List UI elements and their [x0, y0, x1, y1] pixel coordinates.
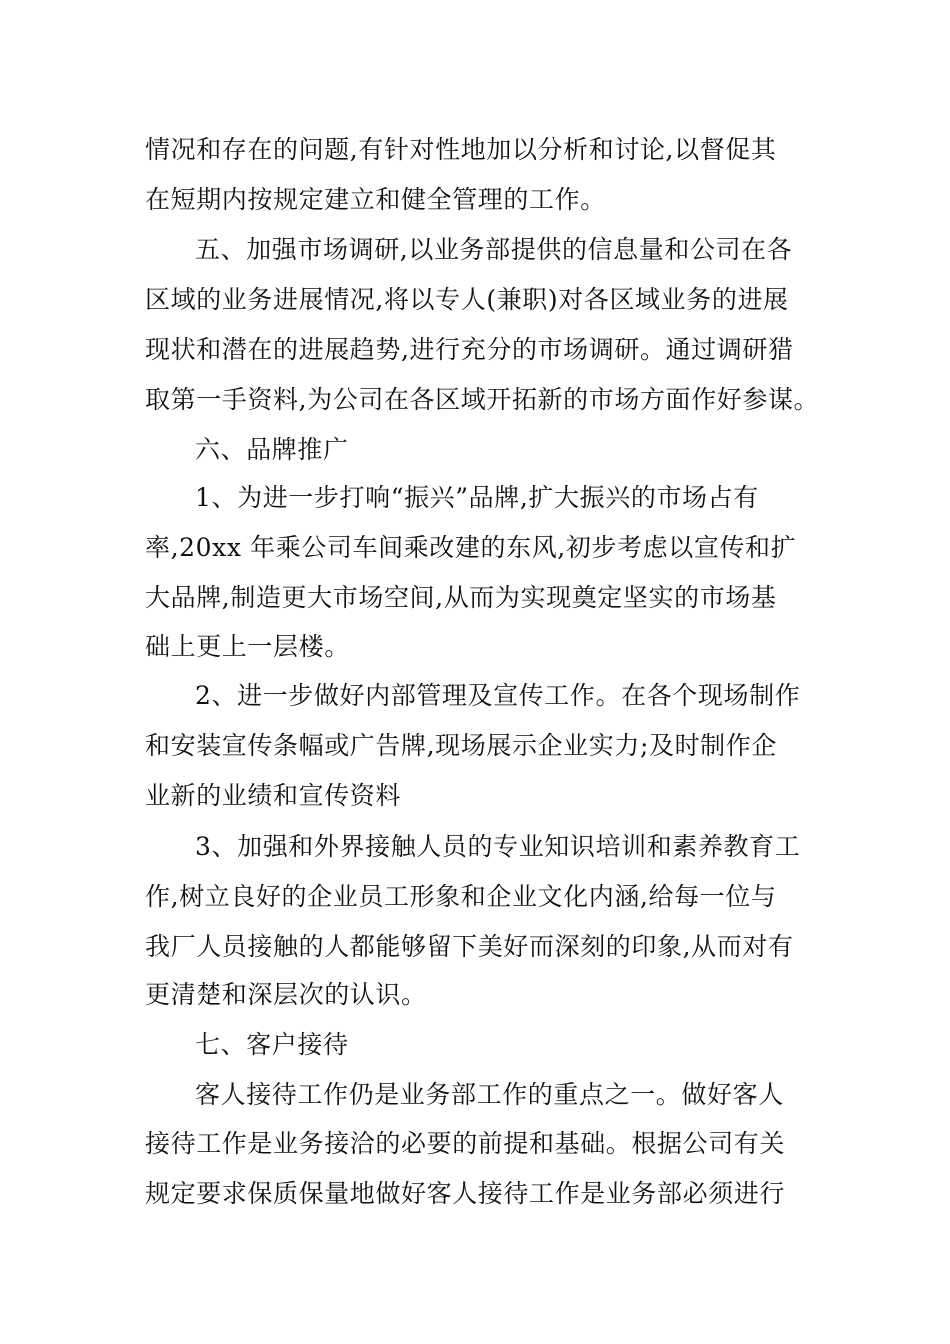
list-item-3: 3、加强和外界接触人员的专业知识培训和素养教育工 — [195, 832, 801, 861]
text-line: 情况和存在的问题,有针对性地加以分析和讨论,以督促其 — [145, 135, 777, 164]
text-line: 取第一手资料,为公司在各区域开拓新的市场方面作好参谋。 — [145, 385, 820, 414]
section-heading-5: 五、加强市场调研,以业务部提供的信息量和公司在各 — [195, 235, 793, 264]
text-line: 和安装宣传条幅或广告牌,现场展示企业实力;及时制作企 — [145, 731, 777, 760]
section-heading-6: 六、品牌推广 — [195, 435, 349, 464]
text-line: 我厂人员接触的人都能够留下美好而深刻的印象,从而对有 — [145, 932, 794, 961]
list-item-1: 1、为进一步打响“振兴”品牌,扩大振兴的市场占有 — [195, 483, 759, 512]
text-line: 更清楚和深层次的认识。 — [145, 980, 427, 1009]
text-line: 础上更上一层楼。 — [145, 632, 350, 661]
text-line: 在短期内按规定建立和健全管理的工作。 — [145, 185, 606, 214]
text-line: 接待工作是业务接洽的必要的前提和基础。根据公司有关 — [145, 1129, 786, 1158]
text-line: 现状和潜在的进展趋势,进行充分的市场调研。通过调研猎 — [145, 335, 794, 364]
text-line: 大品牌,制造更大市场空间,从而为实现奠定坚实的市场基 — [145, 583, 777, 612]
list-item-2: 2、进一步做好内部管理及宣传工作。在各个现场制作 — [195, 681, 801, 710]
text-line: 作,树立良好的企业员工形象和企业文化内涵,给每一位与 — [145, 882, 777, 911]
text-line: 业新的业绩和宣传资料 — [145, 781, 402, 810]
text-line: 区域的业务进展情况,将以专人(兼职)对各区域业务的进展 — [145, 285, 789, 314]
text-line: 率,20xx 年乘公司车间乘改建的东风,初步考虑以宣传和扩 — [145, 533, 797, 562]
text-line: 客人接待工作仍是业务部工作的重点之一。做好客人 — [195, 1080, 784, 1109]
section-heading-7: 七、客户接待 — [195, 1030, 349, 1059]
text-line: 规定要求保质保量地做好客人接待工作是业务部必须进行 — [145, 1179, 786, 1208]
